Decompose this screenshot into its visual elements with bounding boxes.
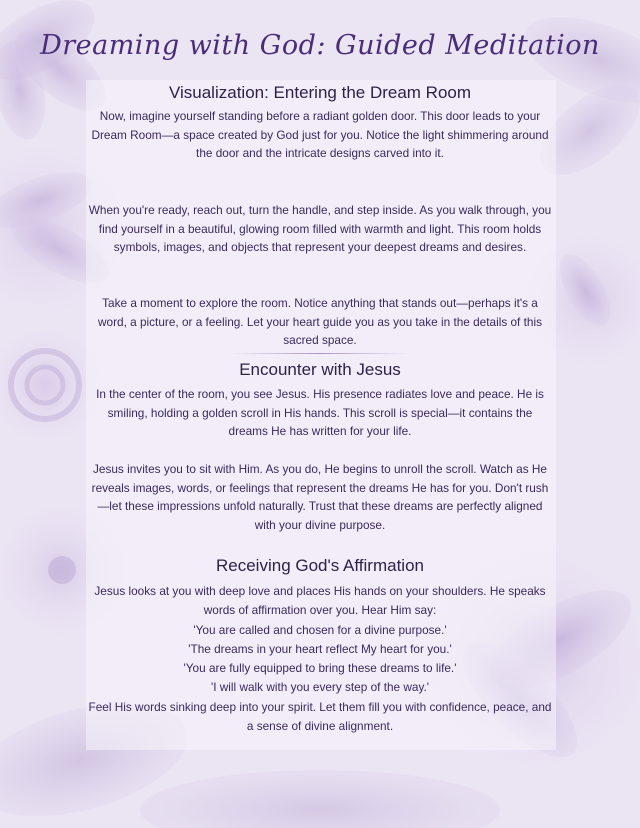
paragraph: Jesus looks at you with deep love and places His hands on your shoulders. He speaks words of affirmation over you. Hear Him say: <box>94 584 546 617</box>
affirmation-line: 'The dreams in your heart reflect My heart for you.' <box>188 642 452 656</box>
section-heading: Visualization: Entering the Dream Room <box>168 83 472 102</box>
section-heading: Encounter with Jesus <box>239 360 401 379</box>
page-title: Dreaming with God: Guided Meditation <box>40 30 600 61</box>
paragraph: Jesus invites you to sit with Him. As you do, He begins to unroll the scroll. Watch as He reveals images, words, or feelings that represent the dreams He has for you. Don't rush—let these impressions unfold naturally. Trust that these dreams are perfectly aligned with your divine purpose. <box>91 462 549 532</box>
section-heading: Receiving God's Affirmation <box>216 556 424 575</box>
affirmation-line: 'I will walk with you every step of the way.' <box>210 680 430 694</box>
affirmation-line: 'You are called and chosen for a divine purpose.' <box>193 623 447 637</box>
affirmation-line: 'You are fully equipped to bring these dreams to life.' <box>183 661 457 675</box>
paragraph: Feel His words sinking deep into your spirit. Let them fill you with confidence, peace, and a sense of divine alignment. <box>88 700 552 733</box>
paragraph: Now, imagine yourself standing before a radiant golden door. This door leads to your Dream Room—a space created by God just for you. Notice the light shimmering around the door and the intricate designs carved into it. <box>91 109 549 161</box>
paragraph: In the center of the room, you see Jesus. His presence radiates love and peace. He is smiling, holding a golden scroll in His hands. This scroll is special—it contains the dreams He has written for your life. <box>96 387 544 439</box>
section-divider <box>230 353 410 354</box>
paragraph: Take a moment to explore the room. Notice anything that stands out—perhaps it's a word, a picture, or a feeling. Let your heart guide you as you take in the details of this sacred space. <box>98 296 542 348</box>
paragraph: When you're ready, reach out, turn the handle, and step inside. As you walk through, you find yourself in a beautiful, glowing room filled with warmth and light. This room holds symbols, images, and objects that represent your deepest dreams and desires. <box>88 203 552 255</box>
